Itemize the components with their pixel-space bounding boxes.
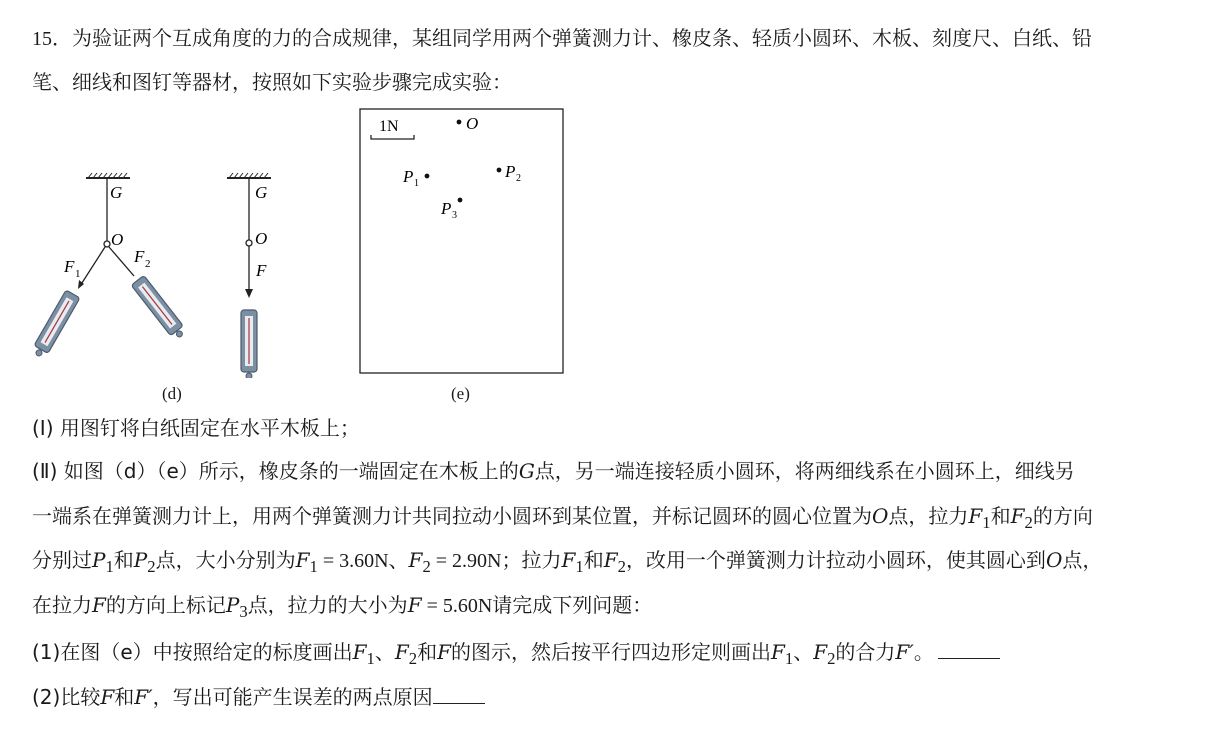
question-intro-line1: 15．为验证两个互成角度的力的合成规律，某组同学用两个弹簧测力计、橡皮条、轻质小圆环、木板、刻度尺、白纸、铅 xyxy=(32,26,1092,50)
step-2-line3: 分别过$P_1$和$P_2$点，大小分别为$F_1 = 3.60N$、$F_2 = 2.90N$；拉力$F_1$和$F_2$，改用一个弹簧测力计拉动小圆环，使其圆心到O点， xyxy=(32,548,1103,576)
answer-blank-1[interactable] xyxy=(938,640,1000,659)
step-1: (Ⅰ) 用图钉将白纸固定在水平木板上； xyxy=(32,416,360,440)
step-2-line1: (Ⅱ) 如图（d）（e）所示，橡皮条的一端固定在木板上的G点，另一端连接轻质小圆环，将两细线系在小圆环上，细线另 xyxy=(32,459,1075,483)
label-f2-sub: 2 xyxy=(145,258,151,270)
question-intro-line2: 笔、细线和图钉等器材，按照如下实验步骤完成实验： xyxy=(32,70,512,94)
point-p1-label: P xyxy=(403,167,414,186)
label-o-right: O xyxy=(255,229,268,248)
point-p2-label: P xyxy=(505,162,516,181)
figure-e xyxy=(359,108,565,376)
label-f2: F xyxy=(134,247,145,266)
label-f1-sub: 1 xyxy=(75,268,81,280)
caption-e: (e) xyxy=(451,384,470,403)
question-1: (1)在图（e）中按照给定的标度画出$F_1$、$F_2$和F的图示，然后按平行四边形定则画出$F_1$、$F_2$的合力F′。 xyxy=(32,630,1192,681)
scale-label: 1N xyxy=(379,118,399,135)
label-g-right: G xyxy=(255,183,268,202)
point-o-label: O xyxy=(466,114,479,133)
label-g-left: G xyxy=(110,183,123,202)
point-o xyxy=(457,120,462,125)
step-2-line4: 在拉力F的方向上标记$P_3$点，拉力的大小为F = 5.60N请完成下列问题： xyxy=(32,593,653,621)
point-p1-sub: 1 xyxy=(414,178,419,189)
point-p1 xyxy=(425,174,430,179)
figure-d xyxy=(28,168,288,378)
point-p3-sub: 3 xyxy=(452,210,457,221)
label-f: F xyxy=(256,261,267,280)
point-p3-label: P xyxy=(441,199,452,218)
label-o-left: O xyxy=(111,230,124,249)
point-p3 xyxy=(458,198,463,203)
step-2-line2: 一端系在弹簧测力计上，用两个弹簧测力计共同拉动小圆环到某位置，并标记圆环的圆心位置为O点，拉力$F_1$和$F_2$的方向 xyxy=(32,504,1093,532)
answer-blank-2[interactable] xyxy=(433,685,485,704)
question-2: (2)比较F和F′，写出可能产生误差的两点原因 xyxy=(32,675,1192,719)
label-f1: F xyxy=(64,257,75,276)
caption-d: (d) xyxy=(162,384,182,403)
point-p2-sub: 2 xyxy=(516,173,521,184)
point-p2 xyxy=(497,168,502,173)
